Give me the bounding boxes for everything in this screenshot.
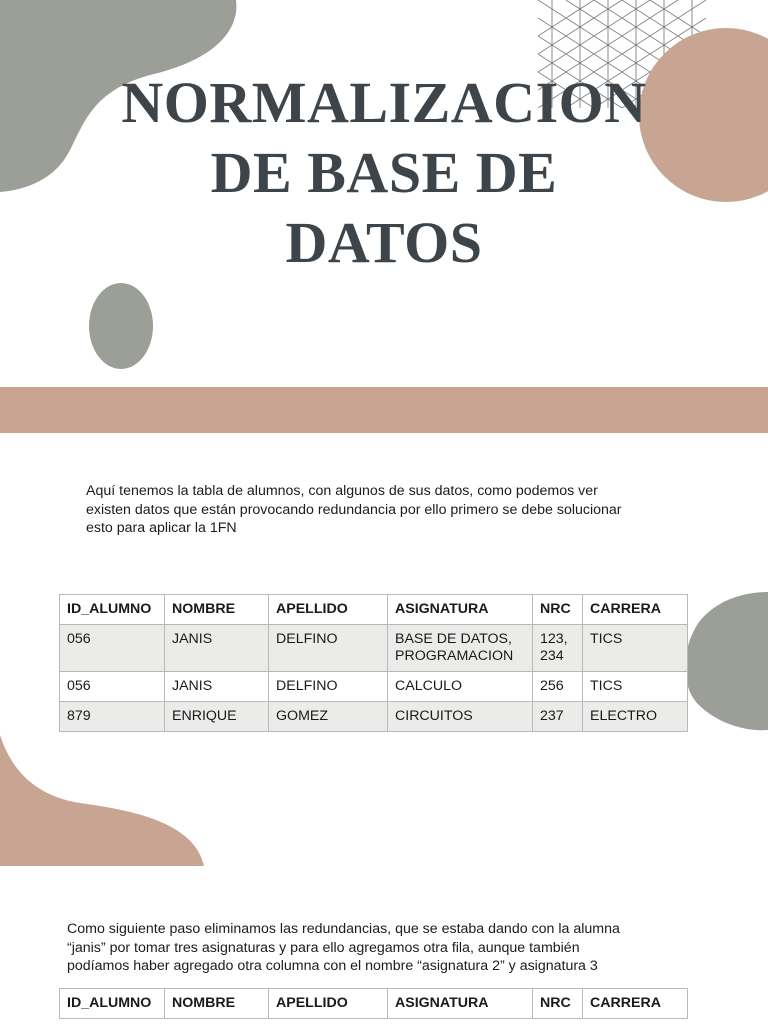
header-cell: CARRERA: [583, 595, 688, 625]
header-cell: ID_ALUMNO: [60, 989, 165, 1019]
table-cell: DELFINO: [269, 625, 388, 672]
table-cell: 056: [60, 672, 165, 702]
table-cell: CALCULO: [388, 672, 533, 702]
header-cell: ID_ALUMNO: [60, 595, 165, 625]
header-cell: APELLIDO: [269, 989, 388, 1019]
table-cell: 056: [60, 625, 165, 672]
table-header-row: [60, 989, 688, 1019]
header-cell: NOMBRE: [165, 989, 269, 1019]
table-cell: [388, 625, 533, 672]
table-cell: TICS: [583, 625, 688, 672]
table-cell: DELFINO: [269, 672, 388, 702]
tan-divider-band: [0, 387, 768, 433]
title-line-1: NORMALIZACION: [121, 70, 647, 135]
title-line-3: DATOS: [285, 210, 483, 275]
table-cell: 879: [60, 702, 165, 732]
table-cell: [533, 625, 583, 672]
gray-blob-right: [684, 592, 768, 732]
intro-paragraph: [86, 482, 686, 538]
header-cell: ASIGNATURA: [388, 989, 533, 1019]
students-table-2: [59, 988, 688, 1019]
second-line-3: podíamos haber agregado otra columna con el nombre “asignatura 2” y asignatura 3: [67, 958, 598, 974]
cell-line: 234: [540, 648, 564, 664]
header-cell: NRC: [533, 595, 583, 625]
table-row: [60, 702, 688, 732]
intro-line-3: esto para aplicar la 1FN: [86, 520, 237, 536]
table-cell: CIRCUITOS: [388, 702, 533, 732]
header-cell: APELLIDO: [269, 595, 388, 625]
intro-line-1: Aquí tenemos la tabla de alumnos, con algunos de sus datos, como podemos ver: [86, 483, 598, 499]
table-header-row: [60, 595, 688, 625]
table-cell: ENRIQUE: [165, 702, 269, 732]
table-cell: JANIS: [165, 625, 269, 672]
table-row: [60, 672, 688, 702]
table-cell: ELECTRO: [583, 702, 688, 732]
cell-line: 123,: [540, 631, 568, 647]
table-cell: TICS: [583, 672, 688, 702]
table-cell: JANIS: [165, 672, 269, 702]
second-paragraph: [67, 920, 707, 976]
cell-line: BASE DE DATOS,: [395, 631, 512, 647]
table-cell: 237: [533, 702, 583, 732]
tan-blob-bottom-left: [0, 735, 205, 867]
table-row: [60, 625, 688, 672]
students-table: [59, 594, 688, 732]
gray-oval: [89, 283, 154, 369]
page-title: [84, 68, 684, 278]
header-cell: ASIGNATURA: [388, 595, 533, 625]
header-cell: NOMBRE: [165, 595, 269, 625]
header-cell: NRC: [533, 989, 583, 1019]
table-cell: 256: [533, 672, 583, 702]
intro-line-2: existen datos que están provocando redundancia por ello primero se debe solucionar: [86, 501, 622, 518]
table-cell: GOMEZ: [269, 702, 388, 732]
title-line-2: DE BASE DE: [210, 140, 558, 205]
second-line-1: Como siguiente paso eliminamos las redundancias, que se estaba dando con la alumna: [67, 921, 620, 937]
header-cell: CARRERA: [583, 989, 688, 1019]
second-line-2: “janis” por tomar tres asignaturas y para ello agregamos otra fila, aunque también: [67, 939, 580, 956]
cell-line: PROGRAMACION: [395, 648, 514, 664]
